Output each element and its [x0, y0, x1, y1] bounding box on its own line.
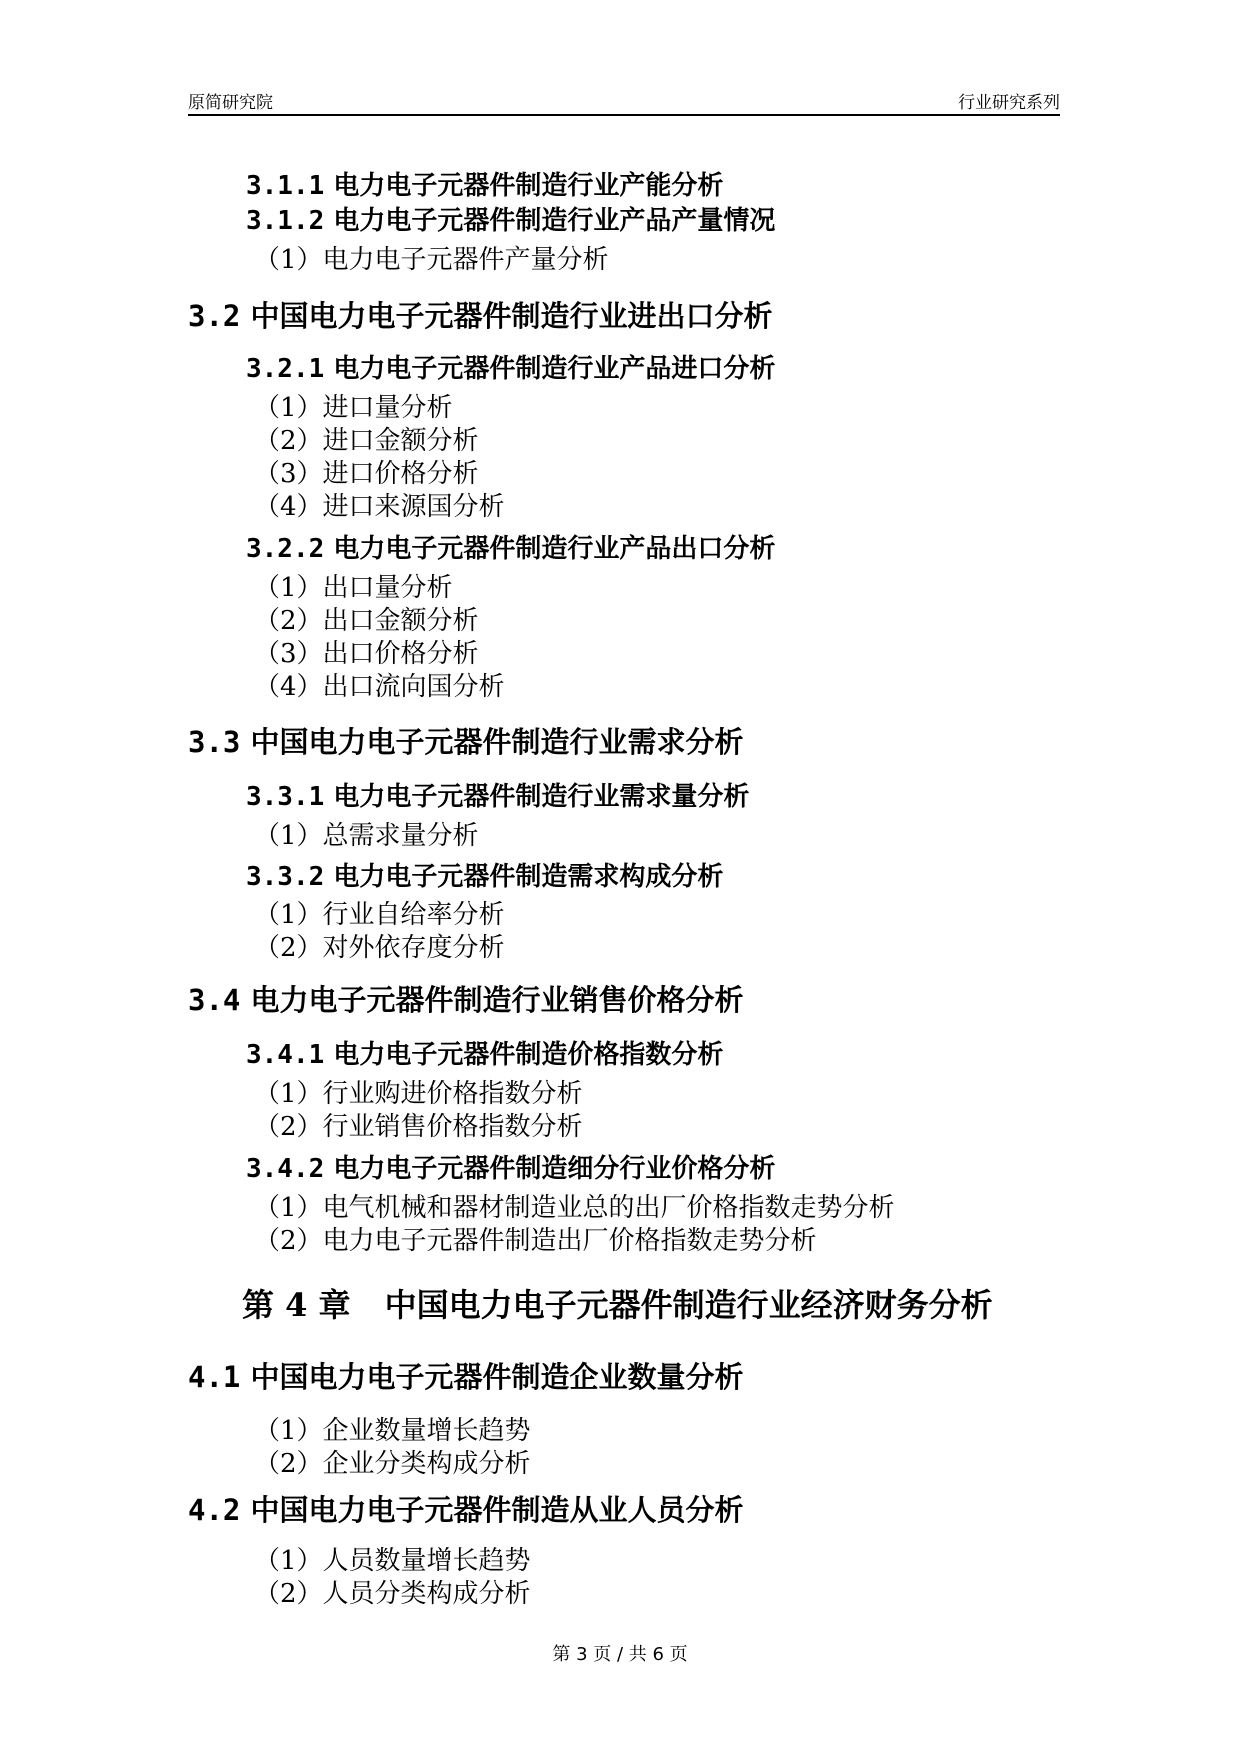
- toc-entry: 3.1.1 电力电子元器件制造行业产能分析: [246, 171, 724, 201]
- toc-entry: （3）进口价格分析: [254, 459, 479, 489]
- toc-entry: （1）进口量分析: [254, 393, 453, 423]
- toc-entry: （2）出口金额分析: [254, 606, 479, 636]
- toc-entry: 3.3 中国电力电子元器件制造行业需求分析: [188, 725, 744, 759]
- toc-entry: （2）行业销售价格指数分析: [254, 1112, 583, 1142]
- toc-entry: （1）行业购进价格指数分析: [254, 1079, 583, 1109]
- toc-entry: 3.3.2 电力电子元器件制造需求构成分析: [246, 862, 724, 892]
- toc-entry: 4.2 中国电力电子元器件制造从业人员分析: [188, 1493, 744, 1527]
- toc-entry: 3.2.2 电力电子元器件制造行业产品出口分析: [246, 534, 776, 564]
- toc-entry: （4）进口来源国分析: [254, 492, 505, 522]
- toc-entry: （1）总需求量分析: [254, 821, 479, 851]
- chapter-heading: 第 4 章 中国电力电子元器件制造行业经济财务分析: [242, 1286, 993, 1324]
- header-institute-name: 原简研究院: [188, 93, 273, 113]
- toc-entry: 3.2.1 电力电子元器件制造行业产品进口分析: [246, 354, 776, 384]
- toc-entry: （2）人员分类构成分析: [254, 1579, 531, 1609]
- toc-entry: 3.2 中国电力电子元器件制造行业进出口分析: [188, 299, 773, 333]
- toc-entry: 3.4 电力电子元器件制造行业销售价格分析: [188, 983, 744, 1017]
- toc-entry: （2）进口金额分析: [254, 426, 479, 456]
- toc-entry: （2）企业分类构成分析: [254, 1449, 531, 1479]
- toc-entry: 3.4.1 电力电子元器件制造价格指数分析: [246, 1040, 724, 1070]
- header-series-name: 行业研究系列: [958, 93, 1060, 113]
- toc-entry: （1）电力电子元器件产量分析: [254, 245, 609, 275]
- toc-entry: （1）行业自给率分析: [254, 900, 505, 930]
- page-number: 第 3 页 / 共 6 页: [552, 1644, 688, 1665]
- toc-entry: 3.3.1 电力电子元器件制造行业需求量分析: [246, 782, 750, 812]
- toc-entry: （2）电力电子元器件制造出厂价格指数走势分析: [254, 1226, 817, 1256]
- toc-entry: 3.4.2 电力电子元器件制造细分行业价格分析: [246, 1154, 776, 1184]
- toc-entry: （1）出口量分析: [254, 573, 453, 603]
- page-header: [188, 88, 1060, 116]
- toc-entry: 3.1.2 电力电子元器件制造行业产品产量情况: [246, 206, 776, 236]
- toc-entry: （1）电气机械和器材制造业总的出厂价格指数走势分析: [254, 1193, 895, 1223]
- toc-entry: （1）人员数量增长趋势: [254, 1546, 531, 1576]
- toc-entry: 4.1 中国电力电子元器件制造企业数量分析: [188, 1360, 744, 1394]
- toc-entry: （1）企业数量增长趋势: [254, 1416, 531, 1446]
- toc-entry: （4）出口流向国分析: [254, 672, 505, 702]
- toc-entry: （3）出口价格分析: [254, 639, 479, 669]
- toc-entry: （2）对外依存度分析: [254, 933, 505, 963]
